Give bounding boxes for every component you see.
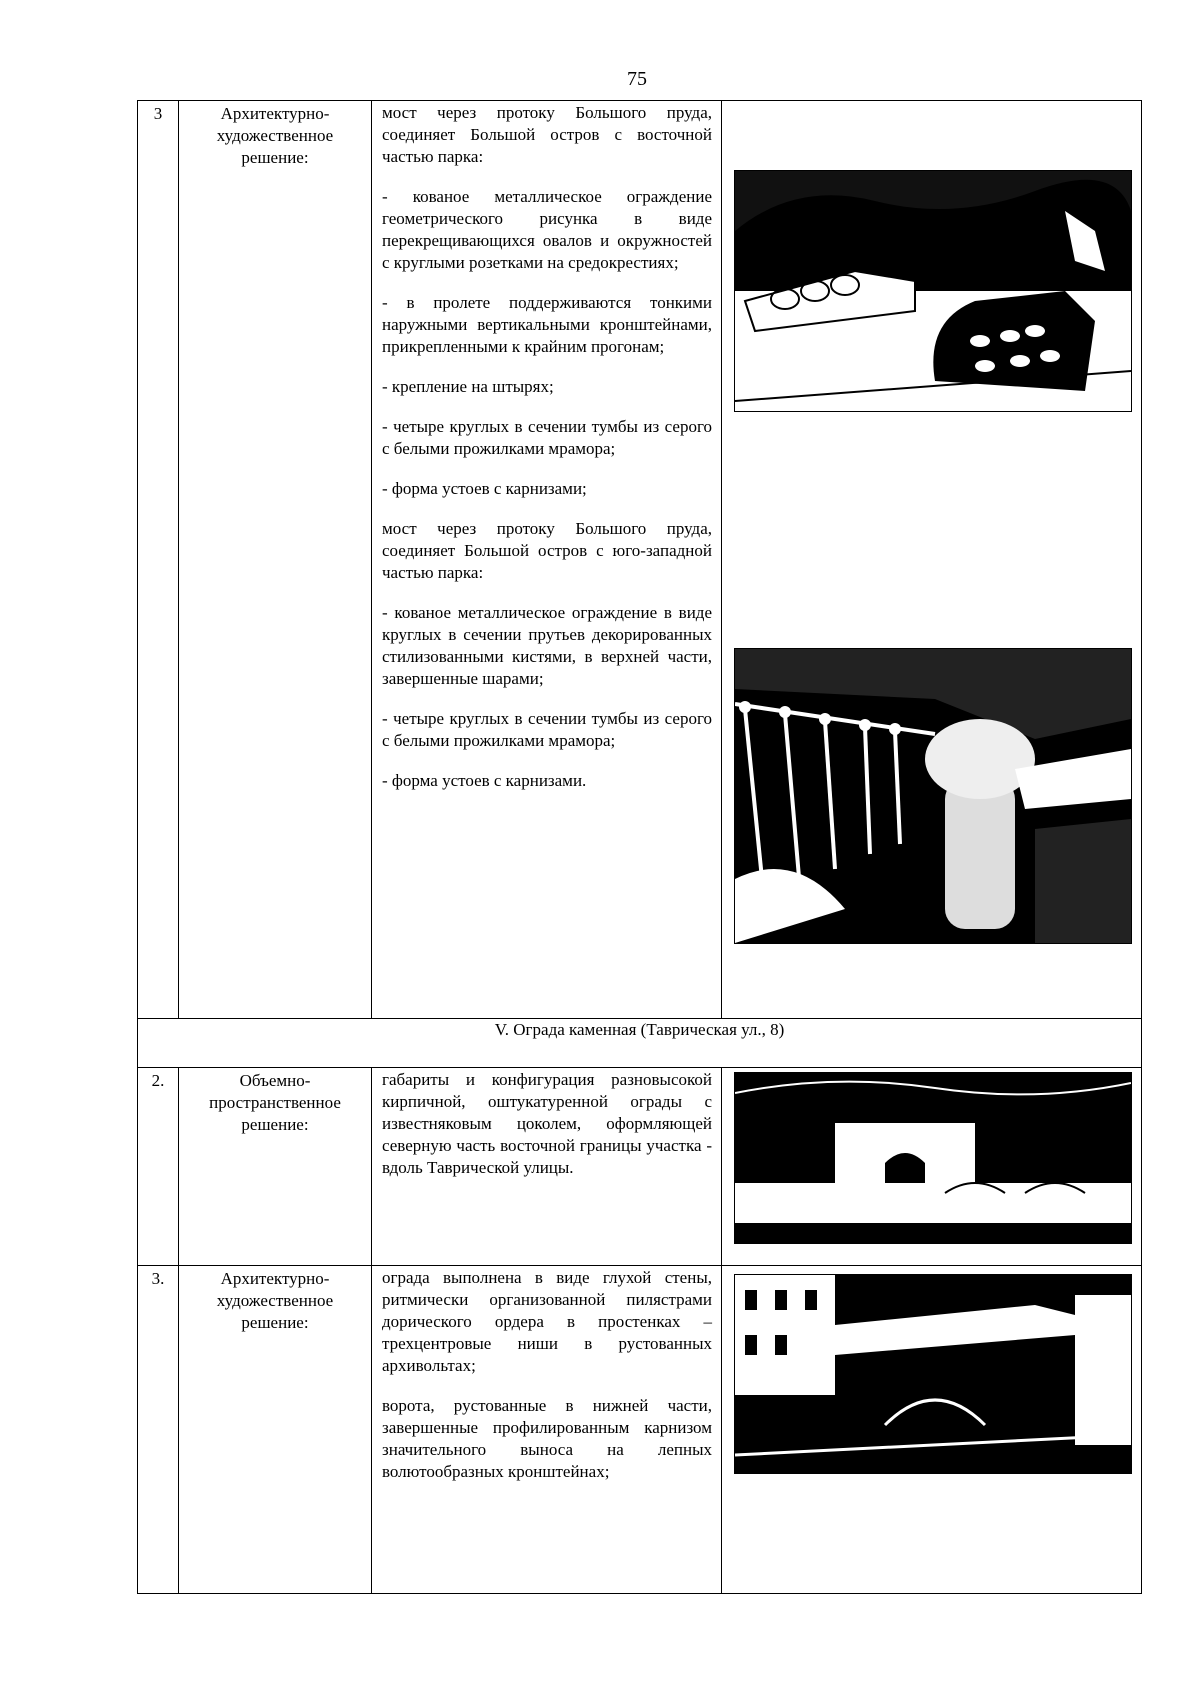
row-number: 3 bbox=[138, 101, 179, 1019]
description-paragraph: ограда выполнена в виде глухой стены, ритмически организованной пилястрами дорического ордера в простенках – трехцентровые ниши в рустованных архивольтах; bbox=[382, 1268, 712, 1375]
bridge-railing-photo bbox=[734, 170, 1132, 412]
category-cell bbox=[179, 1068, 372, 1266]
description-paragraph: - крепление на штырях; bbox=[382, 377, 554, 396]
marble-post-photo bbox=[734, 648, 1132, 944]
section-header-row bbox=[138, 1019, 1142, 1068]
category-label: Архитектурно-художественное решение: bbox=[216, 1269, 334, 1332]
wall-building-photo bbox=[734, 1274, 1132, 1474]
stone-wall-gate-photo bbox=[734, 1072, 1132, 1244]
section-title: V. Ограда каменная (Таврическая ул., 8) bbox=[138, 1019, 1142, 1068]
description-paragraph: - кованое металлическое ограждение в виде круглых в сечении прутьев декорированных стилизованными кистями, в верхней части, завершенные шарами; bbox=[382, 603, 712, 688]
row-number: 3. bbox=[138, 1266, 179, 1594]
description-paragraph: габариты и конфигурация разновысокой кирпичной, оштукатуренной ограды с известняковым цоколем, оформляющей северную часть восточной границы участка - вдоль Таврической улицы. bbox=[382, 1070, 712, 1177]
description-paragraph: мост через протоку Большого пруда, соединяет Большой остров с восточной частью парка: bbox=[382, 103, 712, 166]
description-paragraph: - форма устоев с карнизами. bbox=[382, 771, 587, 790]
category-cell bbox=[179, 1266, 372, 1594]
description-cell bbox=[372, 1068, 722, 1266]
description-paragraph: - кованое металлическое ограждение геометрического рисунка в виде перекрещивающихся овалов и окружностей с круглыми розетками на средокрестиях; bbox=[382, 187, 712, 272]
description-cell bbox=[372, 1266, 722, 1594]
description-paragraph: ворота, рустованные в нижней части, завершенные профилированным карнизом значительного выноса на лепных волютообразных кронштейнах; bbox=[382, 1396, 712, 1481]
description-paragraph: - четыре круглых в сечении тумбы из серого с белыми прожилками мрамора; bbox=[382, 417, 712, 458]
category-cell bbox=[179, 101, 372, 1019]
description-cell bbox=[372, 101, 722, 1019]
page-number: 75 bbox=[627, 68, 647, 90]
category-label: Объемно-пространственное решение: bbox=[209, 1071, 341, 1134]
row-number: 2. bbox=[138, 1068, 179, 1266]
description-paragraph: мост через протоку Большого пруда, соединяет Большой остров с юго-западной частью парка: bbox=[382, 519, 712, 582]
description-paragraph: - в пролете поддерживаются тонкими наружными вертикальными кронштейнами, прикрепленными к крайним прогонам; bbox=[382, 293, 712, 356]
description-paragraph: - форма устоев с карнизами; bbox=[382, 479, 587, 498]
description-paragraph: - четыре круглых в сечении тумбы из серого с белыми прожилками мрамора; bbox=[382, 709, 712, 750]
category-label: Архитектурно-художественное решение: bbox=[216, 104, 334, 167]
